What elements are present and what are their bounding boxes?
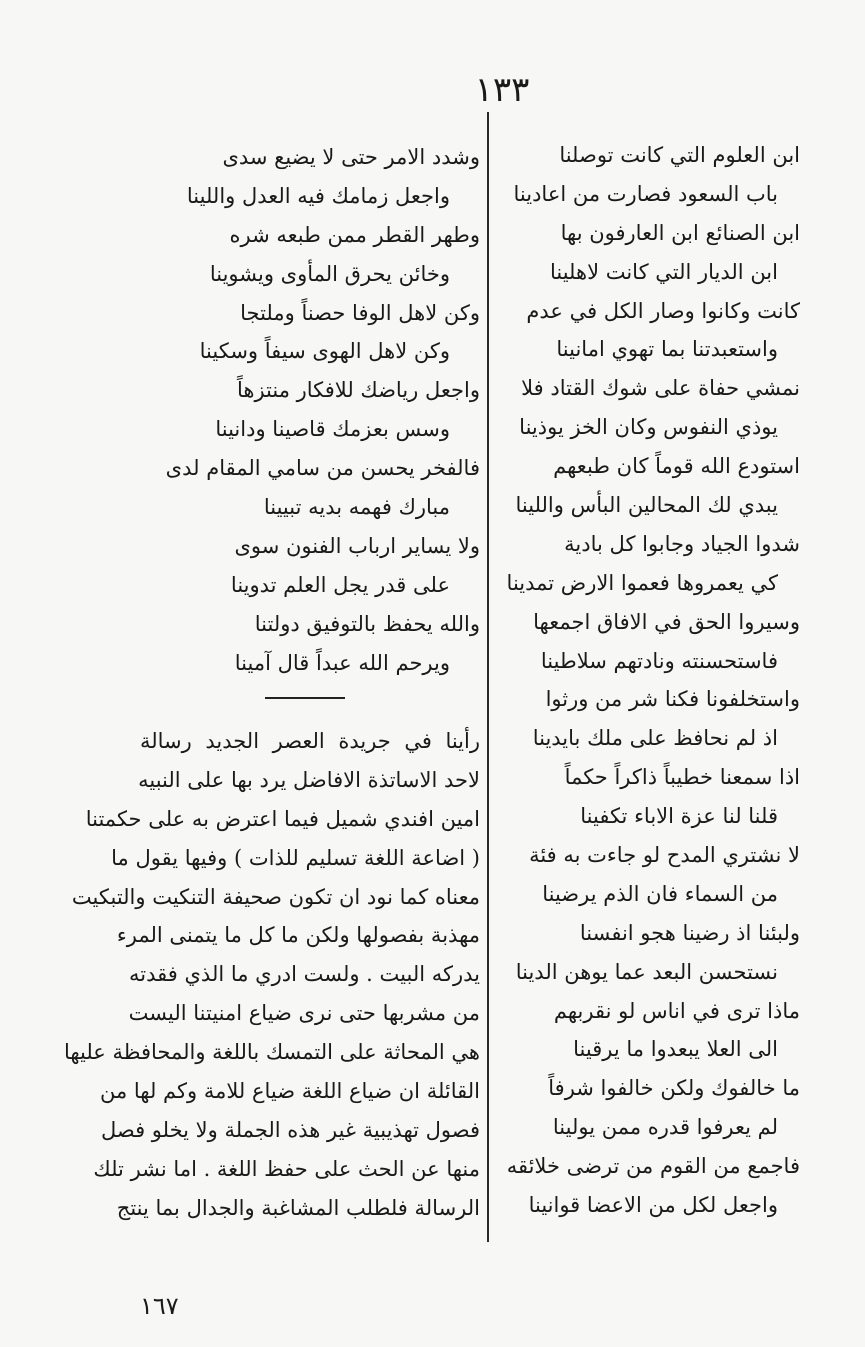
bottom-page-number: ١٦٧ (140, 1292, 179, 1320)
prose-line: مهذبة بفصولها ولكن ما كل ما يتمنى المرء (116, 923, 480, 948)
verse-line: ابن العلوم التي كانت توصلنا (559, 143, 800, 167)
prose-line: يدركه البيت . ولست ادري ما الذي فقدته (129, 962, 480, 987)
prose-block (63, 722, 480, 1228)
verse-line: ماذا ترى في اناس لو نقربهم (553, 998, 800, 1023)
prose-line: رأينا في جريدة العصر الجديد رسالة (140, 729, 480, 753)
verse-line: الى العلا يبعدوا ما يرقينا (573, 1037, 778, 1062)
prose-line: امين افندي شميل فيما اعترض به على حكمتنا (85, 806, 480, 831)
prose-line: القائلة ان ضياع اللغة ضياع للامة وكم لها من (100, 1079, 480, 1104)
verse-line: فاستحسنته ونادتهم سلاطينا (540, 648, 778, 673)
verse-line: واستخلفونا فكنا شر من ورثوا (545, 687, 800, 712)
left-column-poem (140, 138, 480, 682)
verse-line: نمشي حفاة على شوك القتاد فلا (521, 376, 800, 401)
verse-line: واجعل رياضك للافكار منتزهاً (236, 378, 480, 403)
prose-line: الرسالة فلطلب المشاغبة والجدال بما ينتج (116, 1195, 480, 1220)
verse-line: واستعبدتنا بما تهوي امانينا (556, 337, 778, 362)
verse-line: وطهر القطر ممن طبعه شره (229, 222, 480, 247)
verse-line: اذا سمعنا خطيباً ذاكراً حكماً (564, 765, 800, 790)
verse-line: يبدي لك المحالين البأس واللينا (515, 493, 778, 518)
verse-line: ولا يساير ارباب الفنون سوى (234, 533, 480, 558)
verse-line: من السماء فان الذم يرضينا (542, 881, 778, 906)
section-ornament (265, 697, 345, 699)
verse-line: شدوا الجياد وجابوا كل بادية (564, 531, 800, 556)
prose-line: هي المحاثة على التمسك باللغة والمحافظة عليها (63, 1040, 480, 1065)
verse-line: اذ لم نحافظ على ملك بايدينا (532, 726, 778, 751)
prose-line: فصول تهذيبية غير هذه الجملة ولا يخلو فصل (100, 1117, 480, 1142)
verse-line: على قدر يجل العلم تدوينا (230, 572, 450, 597)
verse-line: مبارك فهمه بديه تبيينا (263, 495, 450, 520)
verse-line: وسيروا الحق في الافاق اجمعها (533, 609, 800, 634)
verse-line: وسس بعزمك قاصينا ودانينا (215, 417, 450, 442)
prose-line: ( اضاعة اللغة تسليم للذات ) وفيها يقول ما (111, 845, 480, 870)
verse-line: ابن الديار التي كانت لاهلينا (549, 259, 778, 284)
verse-line: يوذي النفوس وكان الخز يوذينا (519, 415, 778, 440)
prose-line: منها عن الحث على حفظ اللغة . اما نشر تلك (93, 1156, 480, 1181)
verse-line: كانت وكانوا وصار الكل في عدم (526, 298, 800, 323)
verse-line: وشدد الامر حتى لا يضيع سدى (222, 145, 480, 169)
right-column-poem (500, 136, 800, 1225)
verse-line: وكن لاهل الهوى سيفاً وسكينا (199, 339, 450, 364)
verse-line: فاجمع من القوم من ترضى خلائقه (506, 1154, 800, 1179)
top-page-number: ١٣٣ (474, 70, 530, 110)
prose-line: معناه كما نود ان تكون صحيفة التنكيت والتبكيت (71, 884, 480, 909)
verse-line: باب السعود فصارت من اعادينا (513, 181, 778, 206)
verse-line: نستحسن البعد عما يوهن الدينا (515, 959, 778, 984)
verse-line: فالفخر يحسن من سامي المقام لدى (165, 456, 480, 481)
column-divider (487, 112, 489, 1242)
verse-line: وخائن يحرق المأوى ويشوينا (209, 261, 450, 286)
verse-line: ولبئنا اذ رضينا هجو انفسنا (579, 920, 800, 945)
verse-line: استودع الله قوماً كان طبعهم (553, 454, 800, 479)
verse-line: واجعل زمامك فيه العدل واللينا (186, 183, 450, 208)
verse-line: ما خالفوك ولكن خالفوا شرفاً (548, 1076, 800, 1101)
verse-line: قلنا لنا عزة الاباء تكفينا (580, 804, 778, 829)
verse-line: لم يعرفوا قدره ممن يولينا (552, 1115, 778, 1140)
verse-line: واجعل لكل من الاعضا قوانينا (528, 1193, 778, 1218)
prose-line: من مشربها حتى نرى ضياع امنيتنا اليست (128, 1001, 480, 1026)
verse-line: لا نشتري المدح لو جاءت به فئة (529, 843, 800, 868)
verse-line: والله يحفظ بالتوفيق دولتنا (254, 611, 480, 636)
verse-line: كي يعمروها فعموا الارض تمدينا (506, 570, 778, 595)
verse-line: ويرحم الله عبداً قال آمينا (234, 650, 450, 675)
verse-line: وكن لاهل الوفا حصناً وملتجا (240, 300, 480, 325)
prose-line: لاحد الاساتذة الافاضل يرد بها على النبيه (138, 767, 480, 792)
verse-line: ابن الصنائع ابن العارفون بها (560, 220, 800, 245)
